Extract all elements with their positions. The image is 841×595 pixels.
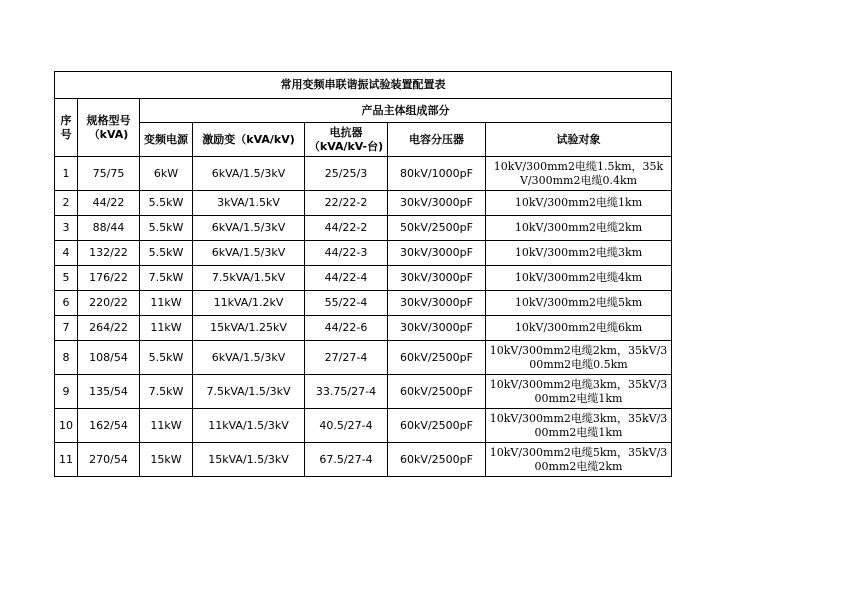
cell-exciter: 11kVA/1.2kV — [193, 291, 305, 316]
cell-reactor: 44/22-2 — [305, 216, 388, 241]
cell-exciter: 6kVA/1.5/3kV — [193, 341, 305, 375]
header-index: 序号 — [55, 99, 78, 157]
cell-reactor: 44/22-6 — [305, 316, 388, 341]
header-reactor: 电抗器（kVA/kV-台) — [305, 123, 388, 157]
cell-divider: 50kV/2500pF — [388, 216, 486, 241]
cell-index: 11 — [55, 443, 78, 477]
cell-exciter: 7.5kVA/1.5kV — [193, 266, 305, 291]
cell-reactor: 44/22-3 — [305, 241, 388, 266]
cell-object: 10kV/300mm2电缆6km — [486, 316, 672, 341]
cell-divider: 30kV/3000pF — [388, 291, 486, 316]
cell-divider: 60kV/2500pF — [388, 443, 486, 477]
cell-exciter: 15kVA/1.5/3kV — [193, 443, 305, 477]
header-exciter: 激励变（kVA/kV) — [193, 123, 305, 157]
cell-reactor: 67.5/27-4 — [305, 443, 388, 477]
table-row — [55, 443, 672, 477]
table-title: 常用变频串联谐振试验装置配置表 — [55, 72, 672, 99]
cell-reactor: 40.5/27-4 — [305, 409, 388, 443]
cell-reactor: 25/25/3 — [305, 157, 388, 191]
cell-exciter: 6kVA/1.5/3kV — [193, 241, 305, 266]
table-row — [55, 291, 672, 316]
cell-power: 15kW — [140, 443, 193, 477]
cell-divider: 30kV/3000pF — [388, 266, 486, 291]
cell-exciter: 15kVA/1.25kV — [193, 316, 305, 341]
header-model: 规格型号（kVA) — [78, 99, 140, 157]
cell-exciter: 7.5kVA/1.5/3kV — [193, 375, 305, 409]
cell-index: 4 — [55, 241, 78, 266]
cell-index: 10 — [55, 409, 78, 443]
cell-divider: 60kV/2500pF — [388, 341, 486, 375]
cell-index: 6 — [55, 291, 78, 316]
table-row — [55, 409, 672, 443]
cell-object: 10kV/300mm2电缆1.5km，35kV/300mm2电缆0.4km — [486, 157, 672, 191]
cell-power: 7.5kW — [140, 375, 193, 409]
cell-object: 10kV/300mm2电缆3km — [486, 241, 672, 266]
cell-divider: 60kV/2500pF — [388, 375, 486, 409]
config-sheet — [54, 71, 671, 477]
cell-model: 44/22 — [78, 191, 140, 216]
cell-object: 10kV/300mm2电缆4km — [486, 266, 672, 291]
cell-reactor: 22/22-2 — [305, 191, 388, 216]
cell-object: 10kV/300mm2电缆3km，35kV/300mm2电缆1km — [486, 375, 672, 409]
cell-exciter: 11kVA/1.5/3kV — [193, 409, 305, 443]
table-row — [55, 191, 672, 216]
cell-divider: 30kV/3000pF — [388, 191, 486, 216]
cell-object: 10kV/300mm2电缆2km，35kV/300mm2电缆0.5km — [486, 341, 672, 375]
cell-index: 7 — [55, 316, 78, 341]
table-row — [55, 316, 672, 341]
cell-power: 5.5kW — [140, 191, 193, 216]
cell-index: 5 — [55, 266, 78, 291]
table-row — [55, 341, 672, 375]
table-row — [55, 241, 672, 266]
cell-model: 88/44 — [78, 216, 140, 241]
cell-model: 220/22 — [78, 291, 140, 316]
cell-power: 5.5kW — [140, 216, 193, 241]
header-divider: 电容分压器 — [388, 123, 486, 157]
cell-power: 11kW — [140, 409, 193, 443]
cell-divider: 30kV/3000pF — [388, 316, 486, 341]
cell-reactor: 27/27-4 — [305, 341, 388, 375]
cell-exciter: 6kVA/1.5/3kV — [193, 216, 305, 241]
cell-reactor: 55/22-4 — [305, 291, 388, 316]
cell-object: 10kV/300mm2电缆3km，35kV/300mm2电缆1km — [486, 409, 672, 443]
cell-model: 270/54 — [78, 443, 140, 477]
cell-model: 162/54 — [78, 409, 140, 443]
header-object: 试验对象 — [486, 123, 672, 157]
cell-object: 10kV/300mm2电缆5km — [486, 291, 672, 316]
cell-model: 75/75 — [78, 157, 140, 191]
cell-reactor: 44/22-4 — [305, 266, 388, 291]
cell-object: 10kV/300mm2电缆1km — [486, 191, 672, 216]
cell-model: 176/22 — [78, 266, 140, 291]
cell-model: 135/54 — [78, 375, 140, 409]
cell-index: 8 — [55, 341, 78, 375]
table-row — [55, 157, 672, 191]
cell-power: 11kW — [140, 291, 193, 316]
cell-power: 5.5kW — [140, 241, 193, 266]
header-group: 产品主体组成部分 — [140, 99, 672, 123]
cell-index: 9 — [55, 375, 78, 409]
cell-power: 11kW — [140, 316, 193, 341]
cell-power: 6kW — [140, 157, 193, 191]
cell-model: 264/22 — [78, 316, 140, 341]
cell-index: 2 — [55, 191, 78, 216]
cell-power: 7.5kW — [140, 266, 193, 291]
cell-index: 1 — [55, 157, 78, 191]
cell-model: 108/54 — [78, 341, 140, 375]
cell-object: 10kV/300mm2电缆2km — [486, 216, 672, 241]
cell-model: 132/22 — [78, 241, 140, 266]
cell-exciter: 3kVA/1.5kV — [193, 191, 305, 216]
cell-power: 5.5kW — [140, 341, 193, 375]
table-row — [55, 266, 672, 291]
cell-index: 3 — [55, 216, 78, 241]
config-table — [54, 71, 672, 477]
cell-divider: 30kV/3000pF — [388, 241, 486, 266]
header-power: 变频电源 — [140, 123, 193, 157]
cell-divider: 60kV/2500pF — [388, 409, 486, 443]
table-row — [55, 375, 672, 409]
cell-object: 10kV/300mm2电缆5km，35kV/300mm2电缆2km — [486, 443, 672, 477]
cell-exciter: 6kVA/1.5/3kV — [193, 157, 305, 191]
table-row — [55, 216, 672, 241]
cell-divider: 80kV/1000pF — [388, 157, 486, 191]
cell-reactor: 33.75/27-4 — [305, 375, 388, 409]
